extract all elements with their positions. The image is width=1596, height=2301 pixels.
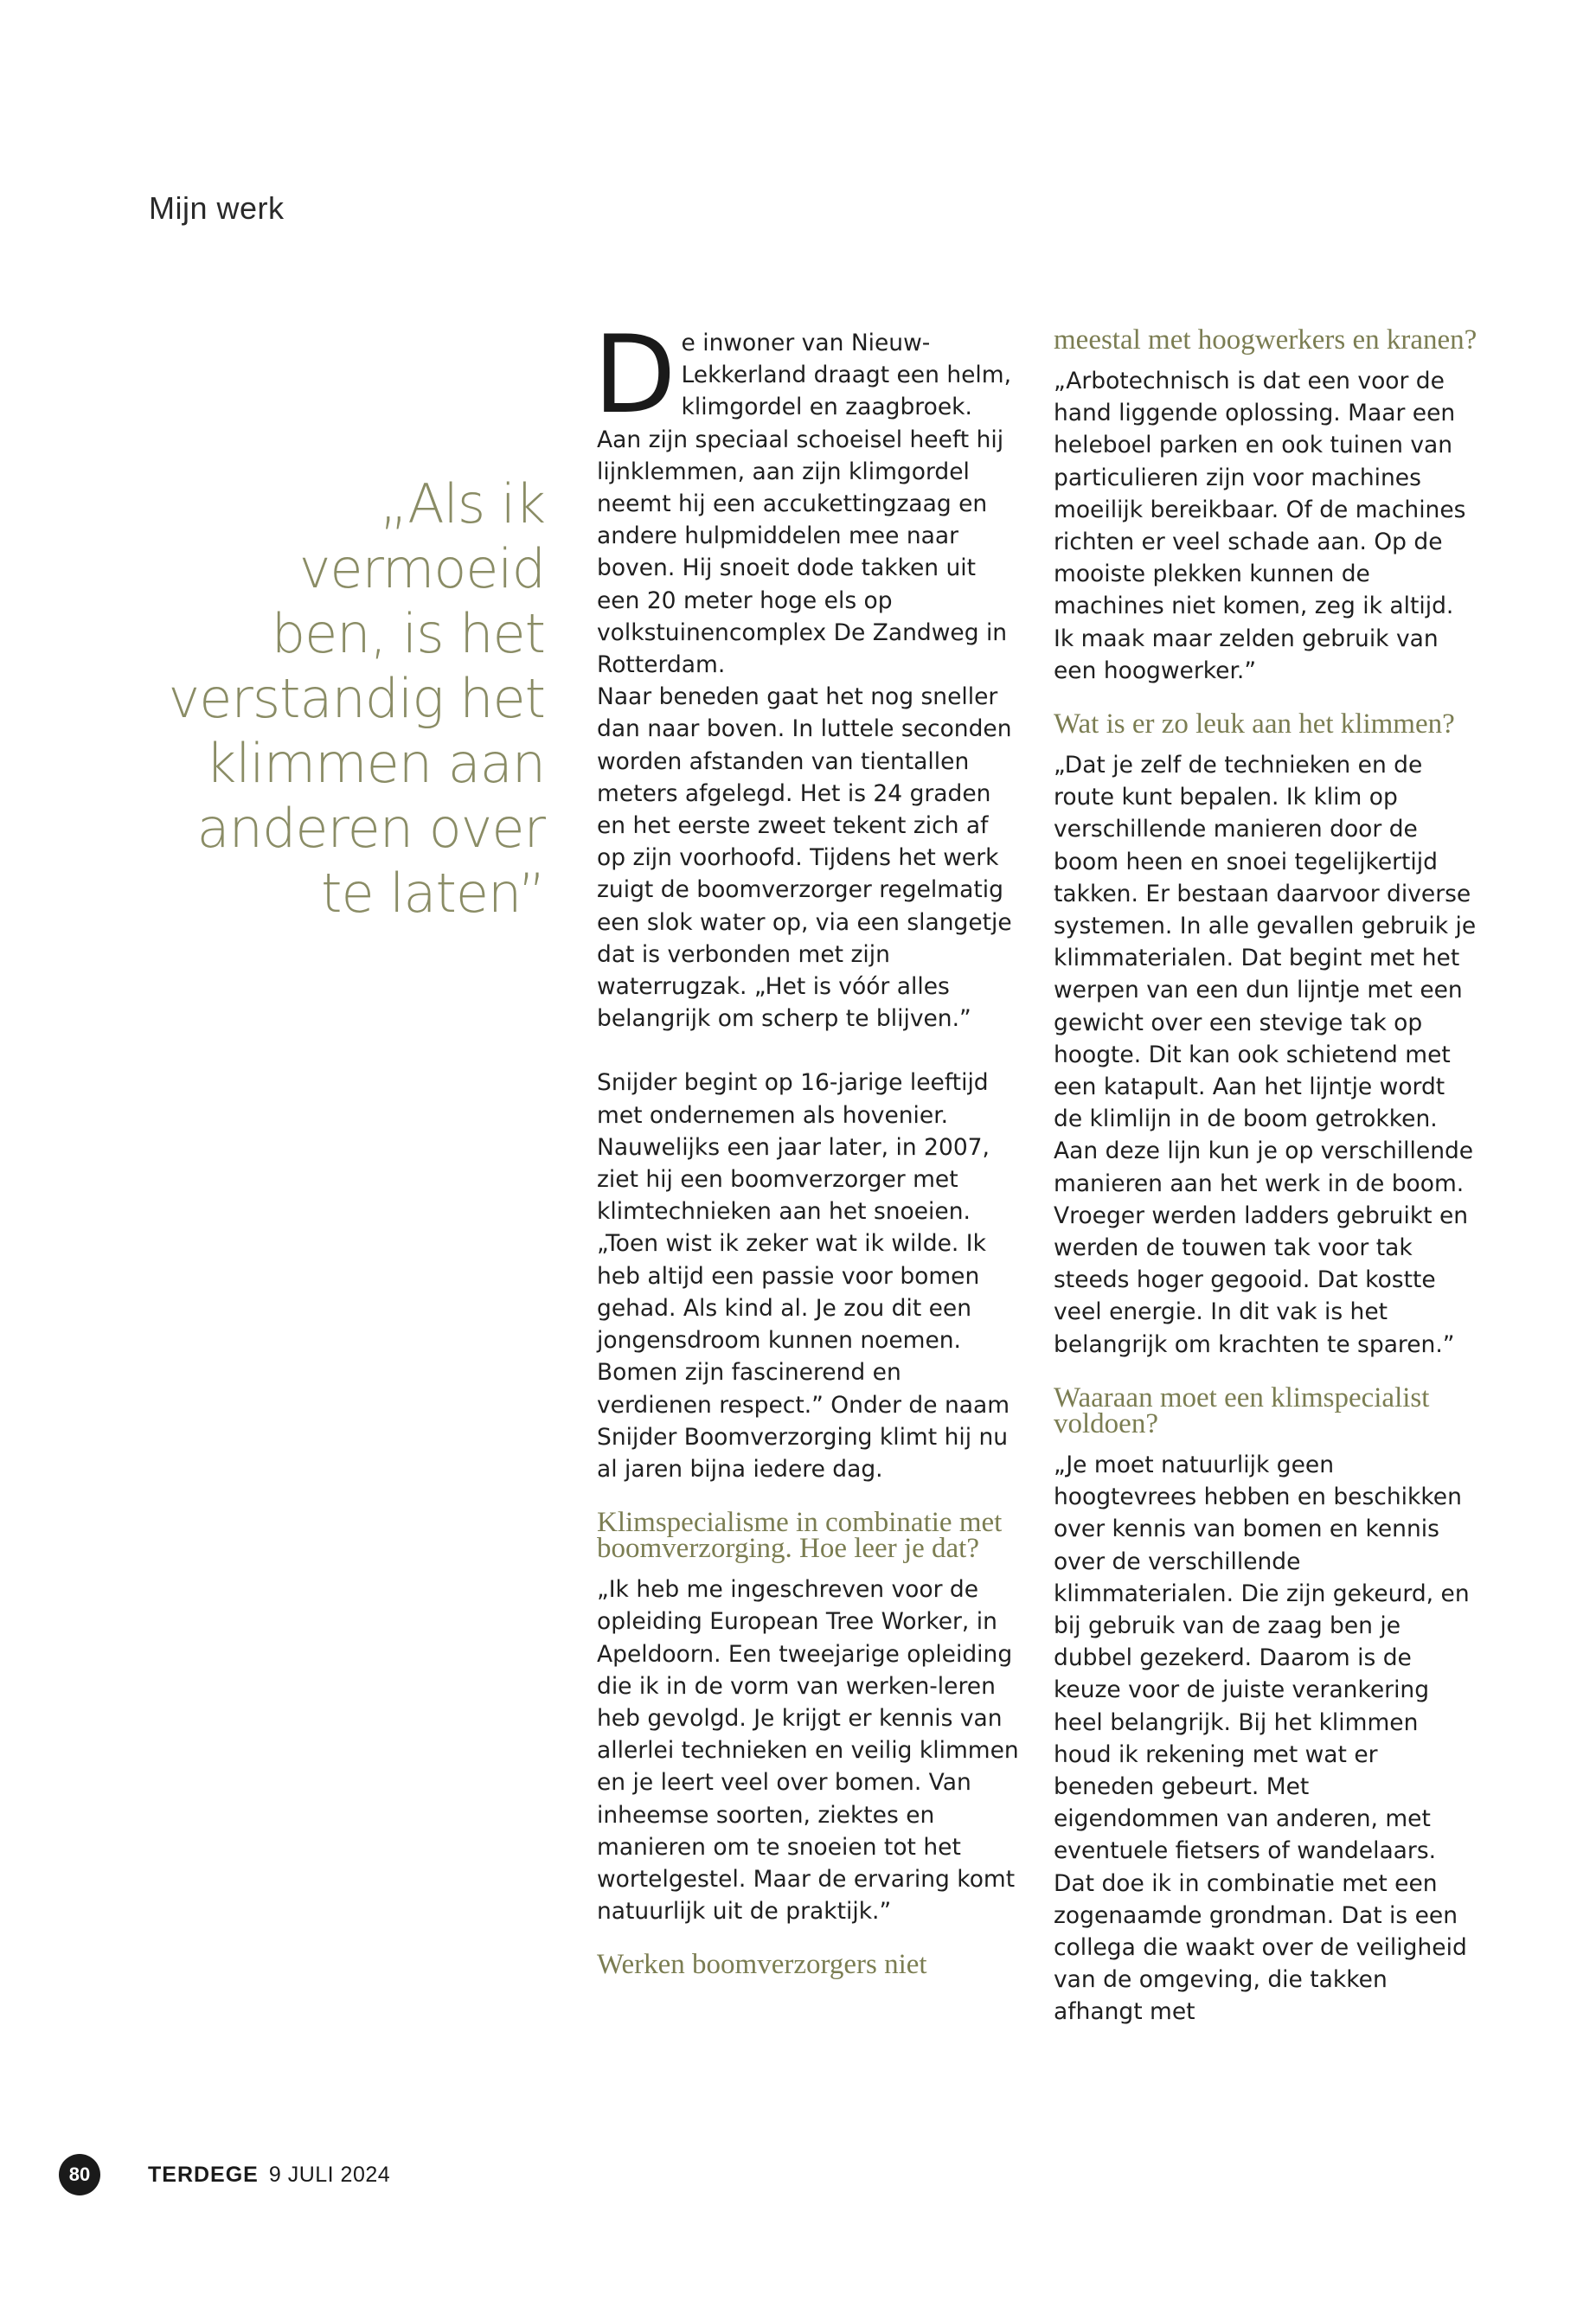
interview-question: Waaraan moet een klimspecialist voldoen? [1054, 1381, 1430, 1439]
pull-quote [138, 471, 545, 926]
interview-question: Werken boomverzorgers niet [597, 1949, 927, 1981]
pull-quote-line: vermoeid [298, 537, 545, 600]
page-number-badge: 80 [59, 2154, 100, 2195]
interview-question-continued: meestal met hoogwerkers en kranen? [1054, 324, 1477, 356]
interview-answer: „Arbotechnisch is dat een voor de hand liggende oplossing. Maar een heleboel parken en ook tuinen van particulieren zijn voor machines moeilijk bereikbaar. Of de machines richten er veel schade aan. Op de mooiste plekken kunnen de machines niet komen, zeg ik altijd. Ik maak maar zelden gebruik van een hoogwerker.” [1054, 368, 1466, 684]
body-paragraph: Snijder begint op 16-jarige leeftijd met ondernemen als hovenier. Nauwelijks een jaar later, in 2007, ziet hij een boomverzorger met klimtechnieken aan het snoeien. „Toen wist ik zeker wat ik wilde. Ik heb altijd een passie voor bomen gehad. Als kind al. Je zou dit een jongensdroom kunnen noemen. Bomen zijn fascinerend en verdienen respect.” Onder de naam Snijder Boomverzorging klimt hij nu al jaren bijna iedere dag. [597, 1069, 1010, 1483]
body-paragraph: Naar beneden gaat het nog sneller dan naar boven. In luttele seconden worden afstanden van tientallen meters afgelegd. Het is 24 graden en het eerste zweet tekent zich af op zijn voorhoofd. Tijdens het werk zuigt de boomverzorger regelmatig een slok water op, via een slangetje dat is verbonden met zijn waterrugzak. „Het is vóór alles belangrijk om scherp te blijven.” [597, 683, 1012, 1033]
interview-question: Wat is er zo leuk aan het klimmen? [1054, 708, 1455, 740]
intro-paragraph [593, 313, 1021, 681]
intro-text: e inwoner van Nieuw-Lekkerland draagt een helm, klimgordel en zaagbroek. Aan zijn speciaal schoeisel heeft hij lijnklemmen, aan zijn klimgordel neemt hij een accukettingzaag en andere hulpmiddelen mee naar boven. Hij snoeit dode takken uit een 20 meter hoge els op volkstuinencomplex De Zandweg in Rotterdam. [597, 330, 1012, 679]
pull-quote-line: verstandig het [168, 667, 545, 730]
magazine-name: TERDEGE [148, 2162, 259, 2187]
page-footer [59, 2154, 390, 2195]
interview-answer: „Je moet natuurlijk geen hoogtevrees hebben en beschikken over kennis van bomen en kennis over de verschillende klimmaterialen. Die zijn gekeurd, en bij gebruik van de zaag ben je dubbel gezekerd. Daarom is de keuze voor de juiste verankering heel belangrijk. Bij het klimmen houd ik rekening met wat er beneden gebeurt. Met eigendommen van anderen, met eventuele fietsers of wandelaars. Dat doe ik in combinatie met een zogenaamde grondman. Dat is een collega die waakt over de veiligheid van de omgeving, die takken afhangt met [1054, 1451, 1470, 2026]
pull-quote-line: klimmen aan [205, 732, 545, 795]
pull-quote-line: anderen over [196, 797, 545, 860]
interview-answer: „Dat je zelf de technieken en de route kunt bepalen. Ik klim op verschillende manieren door de boom heen en snoei tegelijkertijd takken. Er bestaan daarvoor diverse systemen. In alle gevallen gebruik je klimmaterialen. Dat begint met het werpen van een dun lijntje met een gewicht over een stevige tak op hoogte. Dit kan ook schietend met een katapult. Aan het lijntje wordt de klimlijn in de boom getrokken. Aan deze lijn kun je op verschillende manieren aan het werk in de boom. Vroeger werden ladders gebruikt en werden de touwen tak voor tak steeds hoger gegooid. Dat kostte veel energie. In dit vak is het belangrijk om krachten te sparen.” [1054, 752, 1477, 1358]
article-column-2 [1054, 324, 1477, 2029]
section-label: Mijn werk [149, 190, 285, 226]
article-column-1 [593, 313, 1021, 1990]
issue-date: 9 JULI 2024 [268, 2162, 391, 2187]
interview-question: Klimspecialisme in combinatie met boomverzorging. Hoe leer je dat? [597, 1507, 1003, 1565]
interview-answer: „Ik heb me ingeschreven voor de opleiding European Tree Worker, in Apeldoorn. Een tweejarige opleiding die ik in de vorm van werken-leren heb gevolgd. Je krijgt er kennis van allerlei technieken en veilig klimmen en je leert veel over bomen. Van inheemse soorten, ziektes en manieren om te snoeien tot het wortelgestel. Maar de ervaring komt natuurlijk uit de praktijk.” [597, 1576, 1019, 1926]
pull-quote-line: „Als ik [379, 472, 545, 535]
pull-quote-line: te laten” [321, 862, 545, 925]
pull-quote-line: ben, is het [271, 602, 545, 665]
drop-cap: D [593, 313, 676, 438]
